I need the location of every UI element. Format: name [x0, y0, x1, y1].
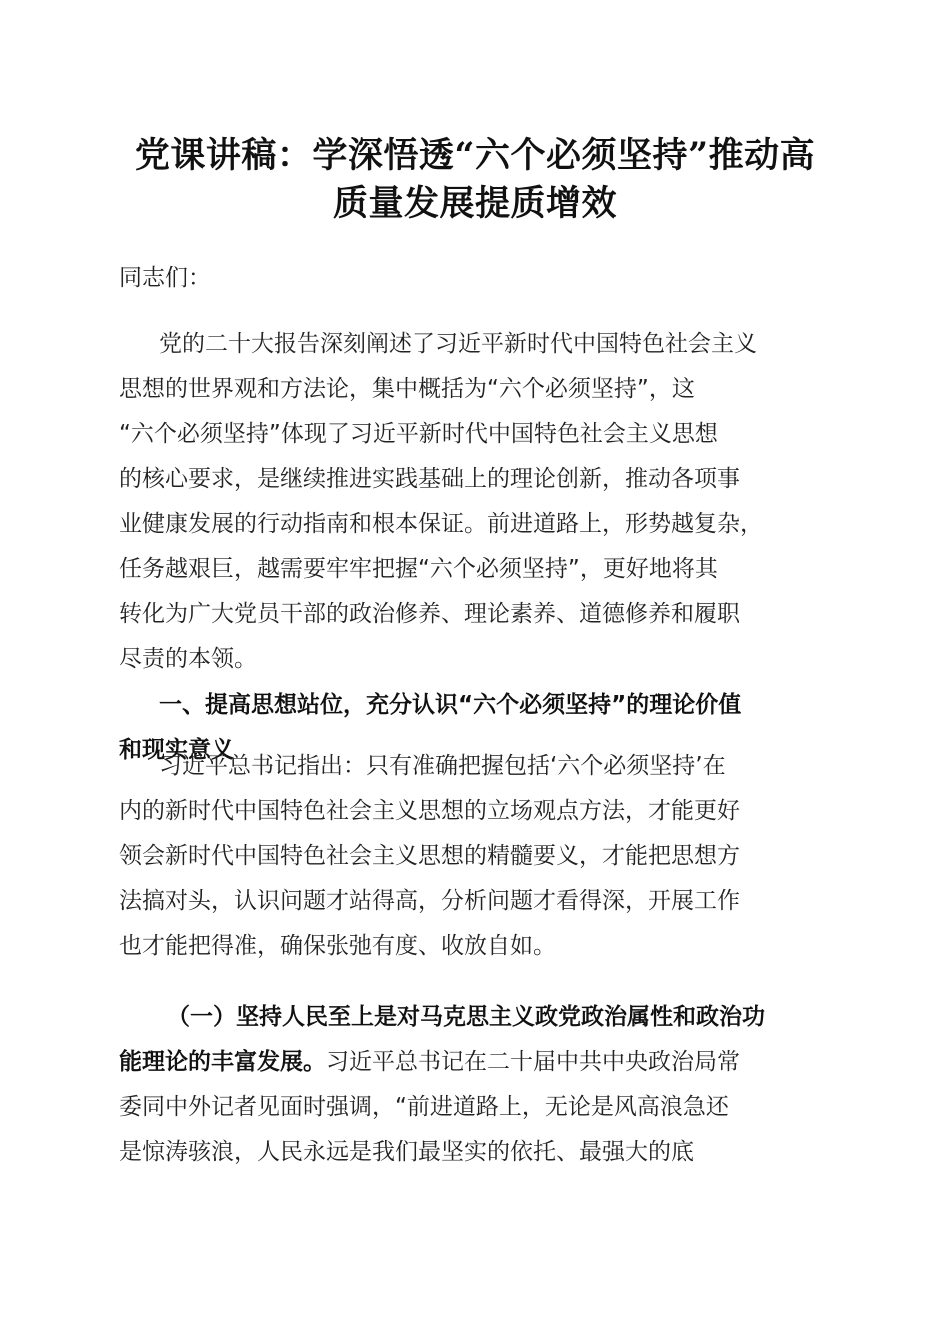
paragraph-line: 是惊涛骇浪，人民永远是我们最坚实的依托、最强大的底	[119, 1139, 694, 1165]
paragraph-subsection-1	[119, 995, 833, 1175]
heading-line: 和现实意义	[119, 737, 234, 763]
paragraph-line	[119, 1040, 833, 1085]
subheading-line: （一）坚持人民至上是对马克思主义政党政治属性和政治功	[167, 1004, 765, 1030]
paragraph-line: “六个必须坚持”体现了习近平新时代中国特色社会主义思想	[119, 421, 718, 447]
paragraph-line: 法搞对头，认识问题才站得高，分析问题才看得深，开展工作	[119, 888, 740, 914]
paragraph-line: 业健康发展的行动指南和根本保证。前进道路上，形势越复杂，	[119, 511, 763, 537]
paragraph-line: 尽责的本领。	[119, 646, 257, 672]
paragraph-line-rest: 习近平总书记在二十届中共中央政治局常	[326, 1049, 740, 1075]
paragraph-line: 习近平总书记指出：只有准确把握包括‘六个必须坚持’在	[159, 753, 726, 779]
heading-line: 一、提高思想站位，充分认识“六个必须坚持”的理论价值	[159, 692, 742, 718]
paragraph-line: 内的新时代中国特色社会主义思想的立场观点方法，才能更好	[119, 798, 740, 824]
title-line-1: 党课讲稿：学深悟透“六个必须坚持”推动高	[134, 135, 816, 176]
greeting	[119, 256, 833, 301]
paragraph-line: 转化为广大党员干部的政治修养、理论素养、道德修养和履职	[119, 601, 740, 627]
paragraph-line: 的核心要求，是继续推进实践基础上的理论创新，推动各项事	[119, 466, 740, 492]
paragraph-line: 领会新时代中国特色社会主义思想的精髓要义，才能把思想方	[119, 843, 740, 869]
paragraph-intro	[119, 322, 833, 682]
paragraph-line: 委同中外记者见面时强调，“前进道路上，无论是风高浪急还	[119, 1094, 729, 1120]
paragraph-quote	[119, 744, 833, 969]
paragraph-line: 党的二十大报告深刻阐述了习近平新时代中国特色社会主义	[159, 331, 757, 357]
paragraph-line: 思想的世界观和方法论，集中概括为“六个必须坚持”，这	[119, 376, 695, 402]
document-title	[100, 132, 850, 228]
title-line-2: 质量发展提质增效	[332, 183, 617, 224]
paragraph-line: 任务越艰巨，越需要牢牢把握“六个必须坚持”，更好地将其	[119, 556, 718, 582]
greeting-text: 同志们：	[119, 265, 211, 291]
subheading-line-end: 能理论的丰富发展。	[119, 1049, 326, 1075]
paragraph-line: 也才能把得准，确保张弛有度、收放自如。	[119, 933, 556, 959]
